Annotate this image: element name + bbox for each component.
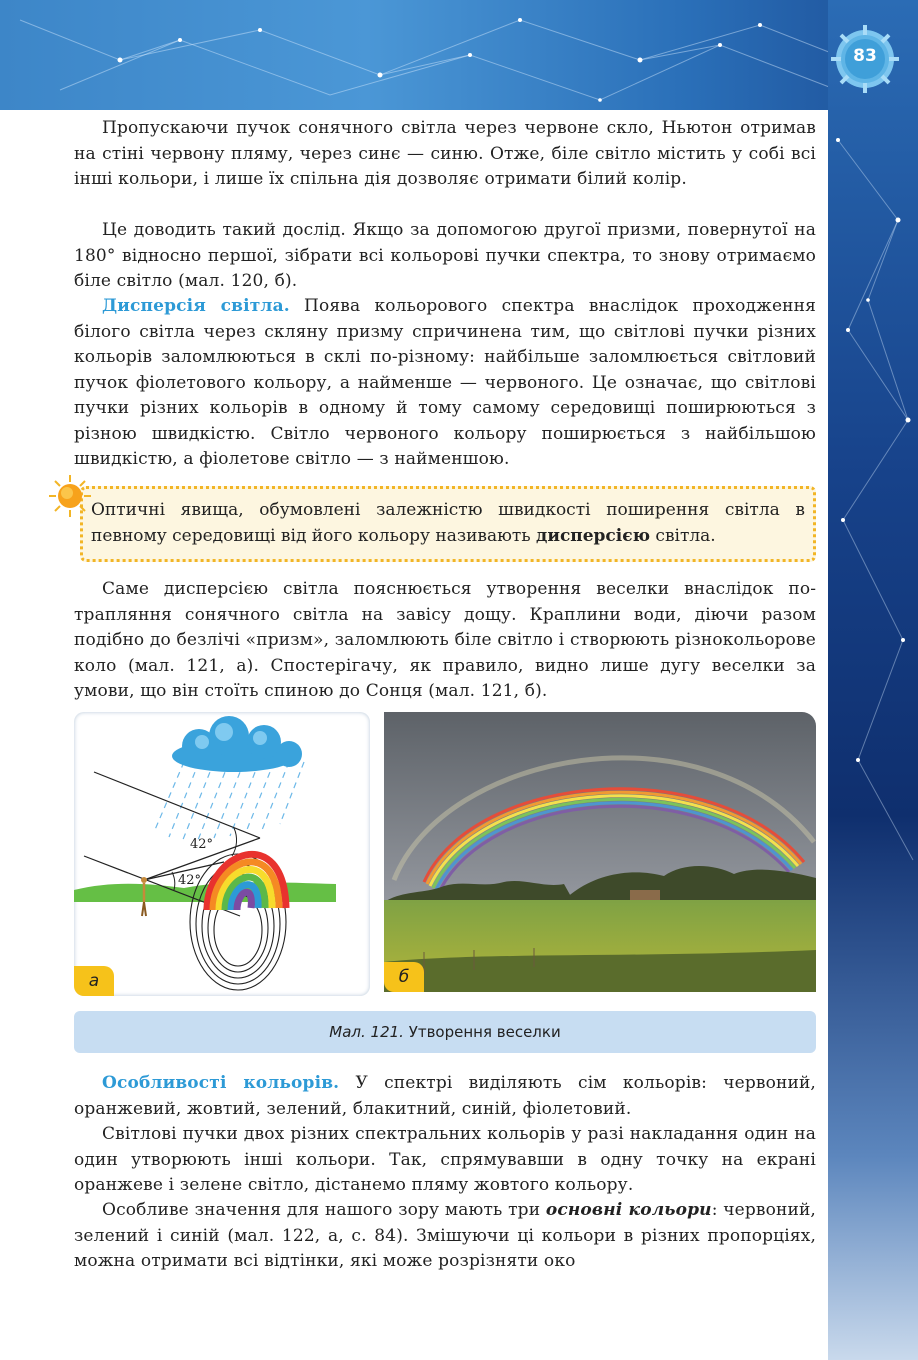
rainbow-photo bbox=[384, 712, 816, 992]
angle-label-upper: 42° bbox=[190, 837, 214, 852]
constellation-decoration bbox=[0, 0, 918, 110]
constellation-side-decoration bbox=[828, 0, 918, 1360]
figure-label-a: а bbox=[74, 966, 114, 996]
definition-part: світла. bbox=[650, 526, 716, 546]
sun-icon bbox=[48, 474, 92, 518]
paragraph bbox=[74, 1071, 816, 1122]
figure-label-b: б bbox=[384, 962, 424, 992]
side-band bbox=[828, 0, 918, 1360]
angle-label-lower: 42° bbox=[178, 873, 202, 888]
rainbow-diagram-drawing bbox=[74, 712, 370, 996]
paragraph bbox=[74, 1198, 816, 1275]
caption-text: Утворення веселки bbox=[403, 1023, 561, 1041]
paragraph bbox=[74, 294, 816, 473]
definition-text bbox=[91, 497, 805, 549]
section-term: Дисперсія світла. bbox=[102, 296, 290, 316]
paragraph-text: Поява кольорового спектра внаслідок проходження білого світла через скляну призму спричинена тим, що світлові пучки різних кольорів заломлюються в склі по-різному: найбільше заломлюється світловий пучок фіолетового кольору, а найменше — червоного. Це означає, що світлові пучки різних кольорів в одному й тому самому середовищі поширюються з різною швидкістю. Світло червоного кольору поширюється з найбільшою швидкістю, а фіолетове світло — з найменшою. bbox=[74, 296, 816, 469]
paragraph-text: : червоний, зелений і синій (мал. 122, а, с. 84). Змішуючи ці кольори в різних пропорціях, можна отримати всі відтінки, які може розрізняти око bbox=[74, 1200, 816, 1271]
definition-box bbox=[80, 486, 816, 562]
paragraph: Саме дисперсією світла пояснюється утворення веселки внаслідок потрапляння сонячного світла на завісу дощу. Краплини води, діючи разом подібно до безлічі «призм», заломлюють біле світло і створюють різнокольорове коло (мал. 121, а). Спостерігачу, як правило, видно лише дугу веселки за умови, що він стоїть спиною до Сонця (мал. 121, б). bbox=[74, 579, 816, 701]
paragraph: Це доводить такий дослід. Якщо за допомогою другої призми, повернутої на 180° відносно першої, зібрати всі кольорові пучки спектра, то знову отримаємо біле світло (мал. 120, б). bbox=[74, 220, 816, 291]
section-term: Особливості кольорів. bbox=[102, 1073, 340, 1093]
paragraph-text: Особливе значення для нашого зору мають три bbox=[102, 1200, 546, 1220]
caption-label: Мал. 121. bbox=[329, 1023, 404, 1041]
definition-term: дисперсією bbox=[536, 526, 651, 546]
figure-caption bbox=[74, 1011, 816, 1053]
paragraph-text: У спектрі виділяють сім кольорів: червоний, оранжевий, жовтий, зелений, блакитний, синій, фіолетовий. bbox=[74, 1073, 816, 1119]
rainbow-diagram bbox=[74, 712, 370, 996]
header-band bbox=[0, 0, 918, 110]
key-term: основні кольори bbox=[545, 1200, 712, 1220]
page-number: 83 bbox=[853, 46, 877, 66]
paragraph: Пропускаючи пучок сонячного світла через червоне скло, Ньютон отримав на стіні червону пляму, через синє — синю. Отже, біле світло містить у собі всі інші кольори, і лише їх спільна дія дозволяє отримати білий колір. bbox=[74, 118, 816, 189]
rainbow-photo-drawing bbox=[384, 712, 816, 992]
paragraph: Світлові пучки двох різних спектральних кольорів у разі накладання один на один утворюють інші кольори. Так, спрямувавши в одну точку на екрані оранжеве і зелене світло, дістанемо пляму жовтого кольору. bbox=[74, 1124, 816, 1195]
definition-part: Оптичні явища, обумовлені залежністю швидкості поширення світла в певному середовищі від його кольору називають bbox=[91, 500, 805, 546]
